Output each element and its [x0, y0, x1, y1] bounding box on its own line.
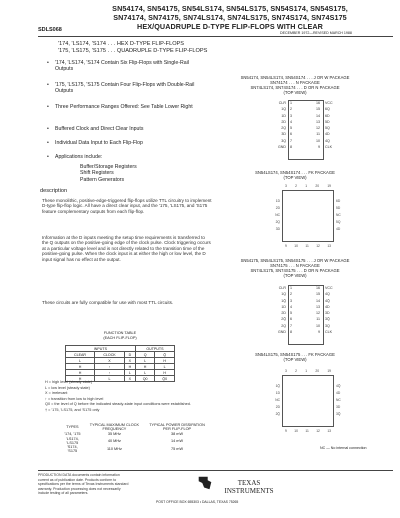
pin-numbers-right: 16 15 14 13 12 11 10 9 [316, 286, 320, 335]
performance-table [60, 423, 210, 453]
footer-divider [38, 470, 393, 471]
chip-174-fk [282, 190, 334, 242]
package-175-dip-caption: SN54175, SN54LS175, SN54S175 . . . J OR W PACKAGE SN74175 . . . N PACKAGE SN74LS175, SN74S175 . . . D OR N PACKAGE (TOP VIEW) [240, 258, 350, 278]
title-line-2: SN74174, SN74175, SN74LS174, SN74LS175, SN74S174, SN74S175 [113, 13, 347, 22]
revision-date: DECEMBER 1972—REVISED MARCH 1988 [280, 31, 352, 35]
texas-instruments-logo-icon [196, 474, 214, 492]
fk-pin-labels-left: 1D 2D NC 2Q 3D [275, 199, 280, 231]
note-item: Q0 = the level of Q before the indicated steady-state input conditions were established. [45, 402, 191, 406]
function-table [65, 345, 175, 382]
note-item: H = high level (steady state) [45, 380, 93, 384]
package-174-dip-caption: SN54174, SN54LS174, SN54S174 . . . J OR W PACKAGE SN74174 . . . N PACKAGE SN74LS174, SN74S174 . . . D OR N PACKAGE (TOP VIEW) [240, 75, 350, 95]
header-divider [38, 36, 393, 37]
feature-bullet: • '175, 'LS175, 'S175 Contain Four Flip-Flops with Double-Rail Outputs [55, 82, 205, 95]
package-175-fk-caption: SN54LS175, SN54S175 . . . FK PACKAGE (TOP VIEW) [255, 352, 335, 362]
pin-numbers-left: 1 2 3 4 5 6 7 8 [290, 101, 292, 150]
subheads [58, 41, 207, 55]
fk-pin-numbers-top: 3 2 1 20 19 [285, 369, 331, 373]
description-heading: description [40, 188, 68, 194]
pin-labels-right: VCC 6Q 6D 5D 5Q 4D 4Q CLK [325, 101, 333, 150]
application-item: Pattern Generators [80, 176, 125, 183]
brand-name: TEXAS INSTRUMENTS [224, 479, 274, 495]
description-paragraph: Information at the D inputs meeting the setup time requirements is transferred to the Q outputs on the positive-going edge of the clock pulse. Clock triggering occurs at a particular voltage level and is not directly related to the transition time of the positive-going pulse. When the clock input is at either the high or low level, the D input signal has no effect at the output. [42, 235, 211, 262]
table-column-header: CLOCK [95, 352, 125, 358]
description-paragraph: These circuits are fully compatible for use with most TTL circuits. [42, 300, 174, 305]
note-item: X = irrelevant [45, 391, 68, 395]
table-notes [45, 380, 215, 413]
feature-bullet: • Buffered Clock and Direct Clear Inputs [55, 126, 205, 132]
table-row: H ↑ L L H [66, 370, 175, 376]
subhead-174: '174, 'LS174, 'S174 . . . HEX D-TYPE FLIP-FLOPS [58, 41, 185, 47]
table-column-header: Q [135, 352, 155, 358]
package-174-fk-caption: SN54LS174, SN54S174 . . . FK PACKAGE (TOP VIEW) [255, 170, 335, 180]
table-row: 'S174, 'S175 110 MHz 75 mW [67, 444, 184, 453]
table-column-header: D [124, 352, 135, 358]
application-item: Shift Registers [80, 170, 114, 177]
table-row: L X X L H [66, 358, 175, 364]
table-column-header: Q̄ [155, 352, 175, 358]
nc-note: NC — No internal connection [320, 446, 367, 450]
pin-numbers-right: 16 15 14 13 12 11 10 9 [316, 101, 320, 150]
table-row: H ↑ H H L [66, 364, 175, 370]
company-address: POST OFFICE BOX 655303 • DALLAS, TEXAS 75265 [156, 500, 239, 504]
pin-labels-left: CLR 1Q 1Q̄ 1D 2D 2Q̄ 2Q GND [278, 286, 286, 335]
note-item: ↑ = transition from low to high level [45, 396, 104, 401]
fk-pin-labels-right: 6D 5D NC 5Q 4D [336, 199, 341, 231]
fk-pin-numbers-bottom: 9 10 11 12 13 [285, 429, 331, 433]
application-item: Buffer/Storage Registers [80, 164, 137, 170]
subhead-175: '175, 'LS175, 'S175 . . . QUADRUPLE D-TYPE FLIP-FLOPS [58, 48, 208, 54]
table-column-header: TYPICAL MAXIMUM CLOCK FREQUENCY [89, 423, 140, 431]
document-title [70, 4, 390, 31]
note-item: † = '175, 'LS175, and 'S175 only [45, 407, 100, 412]
table-group-header: OUTPUTS [135, 346, 174, 352]
feature-bullet: • Applications include: [55, 154, 205, 160]
fk-pin-labels-left: 1Q̄ 1D NC 2D 2Q̄ [275, 384, 280, 416]
feature-bullet: • Individual Data Input to Each Flip-Flop [55, 140, 205, 146]
chip-175-fk [282, 375, 334, 427]
note-item: L = low level (steady state) [45, 385, 90, 390]
fk-pin-numbers-top: 3 2 1 20 19 [285, 184, 331, 188]
table-row: 'LS174, 'LS175 40 MHz 14 mW [65, 436, 184, 445]
pin-labels-left: CLR 1Q 1D 2D 2Q 3D 3Q GND [278, 101, 286, 150]
feature-bullet: • '174, 'LS174, 'S174 Contain Six Flip-Flops with Single-Rail Outputs [55, 60, 205, 73]
production-data-disclaimer: PRODUCTION DATA documents contain information current as of publication date. Products conform to specifications per the terms of Texas Instruments standard warranty. Production processing does not necessarily include testing of all parameters. [38, 473, 129, 496]
function-table-title: FUNCTION TABLE (EACH FLIP-FLOP) [103, 331, 137, 340]
fk-pin-labels-right: 4Q̄ 4D NC 3D 3Q̄ [336, 384, 341, 416]
table-row: '174, '175 35 MHz 38 mW [64, 431, 184, 436]
table-column-header: TYPES [66, 425, 79, 429]
table-group-header: INPUTS [66, 346, 136, 352]
table-column-header: CLEAR [66, 352, 95, 358]
doc-code: SDLS068 [38, 27, 62, 33]
description-paragraph: These monolithic, positive-edge-triggered flip-flops utilize TTL circuitry to implement D-type flip-flop logic. All have a direct clear input, and the '175, 'LS175, and 'S175 feature complementary outputs from each flip-flop. [42, 198, 212, 214]
table-row: H L X Q0 Q̄0 [66, 376, 175, 382]
fk-pin-numbers-bottom: 9 10 11 12 13 [285, 244, 331, 248]
pin-numbers-left: 1 2 3 4 5 6 7 8 [290, 286, 292, 335]
pin-labels-right: VCC 4Q 4Q̄ 4D 3D 3Q̄ 3Q CLK [325, 286, 333, 335]
applications-list [80, 164, 137, 183]
title-line-3: HEX/QUADRUPLE D-TYPE FLIP-FLOPS WITH CLEAR [137, 22, 323, 31]
feature-bullet: • Three Performance Ranges Offered: See Table Lower Right [55, 104, 205, 110]
table-column-header: TYPICAL POWER DISSIPATION PER FLIP-FLOP [149, 423, 205, 431]
title-line-1: SN54174, SN54175, SN54LS174, SN54LS175, SN54S174, SN54S175, [112, 4, 348, 13]
